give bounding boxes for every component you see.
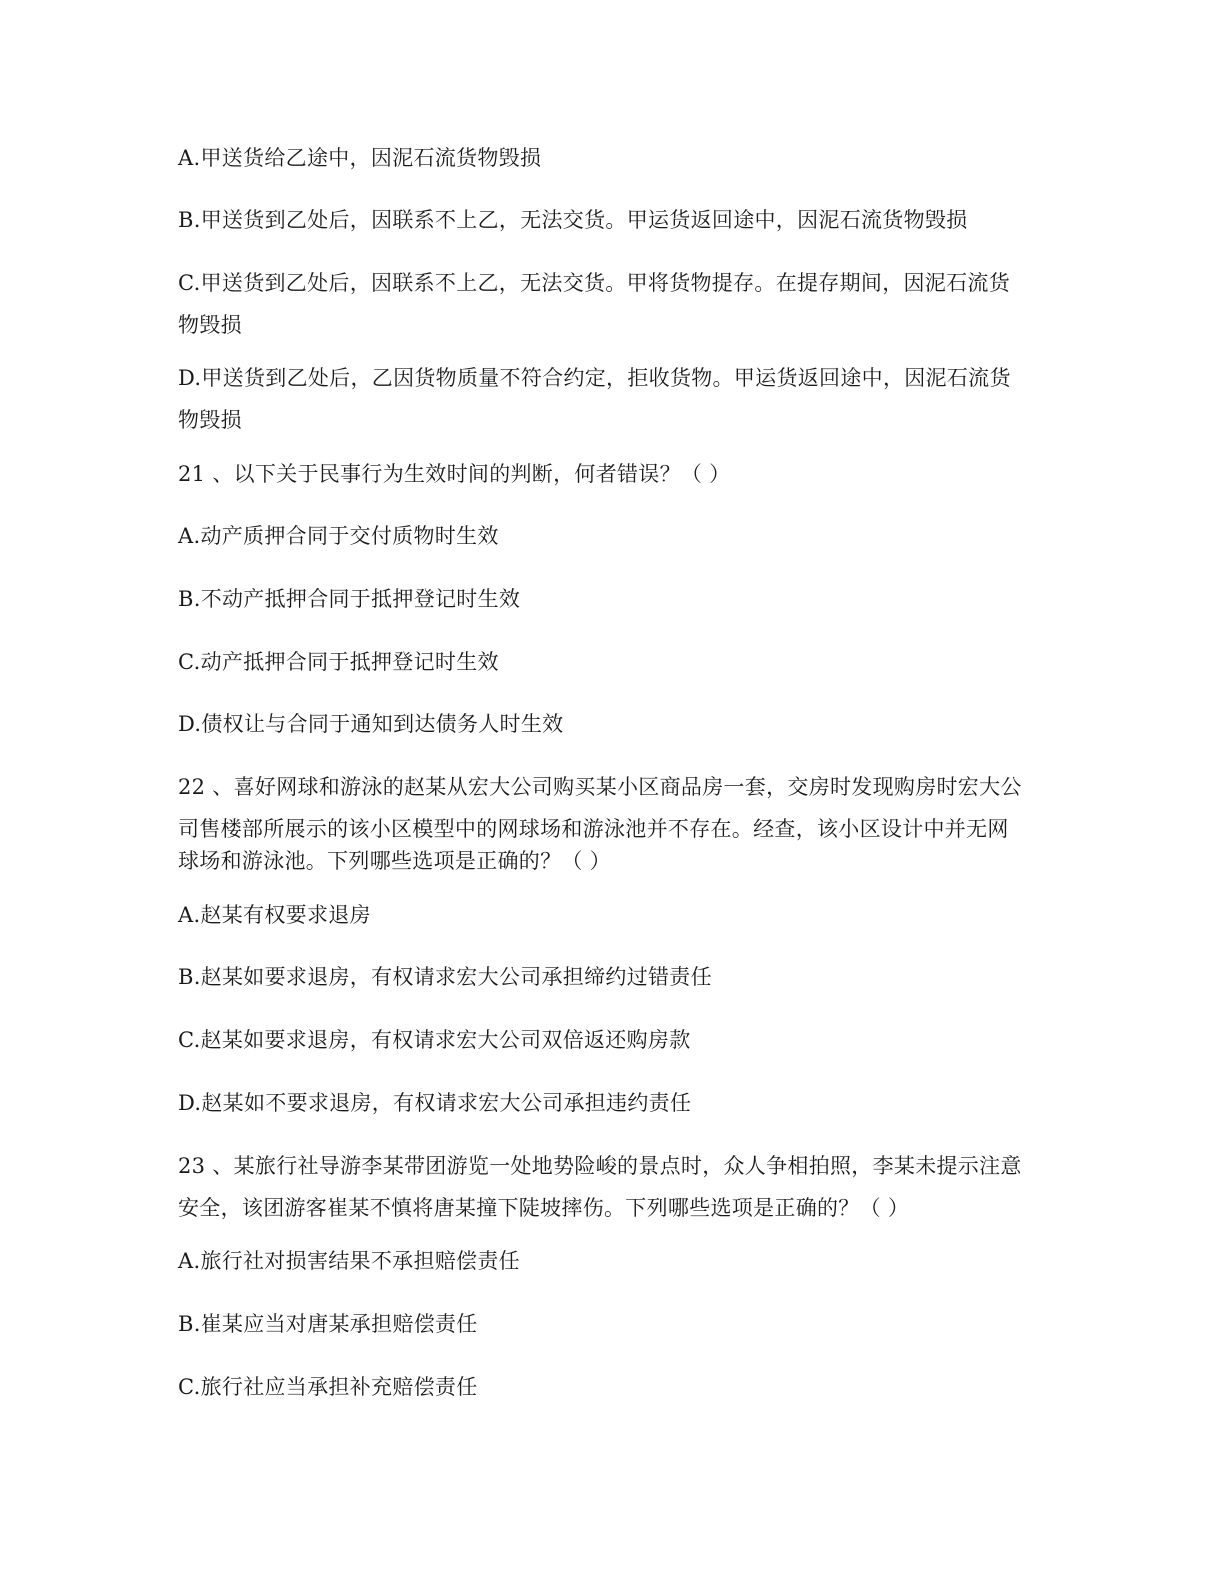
- q23-stem-line1: 23 、某旅行社导游李某带团游览一处地势险峻的景点时，众人争相拍照，李某未提示注意: [178, 1154, 1022, 1178]
- q21-option-d: D.债权让与合同于通知到达债务人时生效: [178, 712, 564, 736]
- q20-option-d-line2: 物毁损: [178, 408, 242, 432]
- q20-option-c-line2: 物毁损: [178, 313, 242, 337]
- q23-option-c: C.旅行社应当承担补充赔偿责任: [178, 1375, 478, 1399]
- q22-option-c: C.赵某如要求退房，有权请求宏大公司双倍返还购房款: [178, 1028, 691, 1052]
- q22-stem-line2: 司售楼部所展示的该小区模型中的网球场和游泳池并不存在。经查，该小区设计中并无网: [178, 817, 1009, 841]
- q21-stem: 21 、以下关于民事行为生效时间的判断，何者错误？（ ）: [178, 462, 731, 486]
- q23-option-b: B.崔某应当对唐某承担赔偿责任: [178, 1312, 478, 1336]
- q21-option-a: A.动产质押合同于交付质物时生效: [178, 524, 499, 548]
- q22-stem-line3: 球场和游泳池。下列哪些选项是正确的？（ ）: [178, 849, 611, 873]
- q20-option-c-line1: C.甲送货到乙处后，因联系不上乙，无法交货。甲将货物提存。在提存期间，因泥石流货: [178, 271, 1010, 295]
- q20-option-b: B.甲送货到乙处后，因联系不上乙，无法交货。甲运货返回途中，因泥石流货物毁损: [178, 208, 968, 232]
- q22-option-a: A.赵某有权要求退房: [178, 903, 371, 927]
- q22-option-b: B.赵某如要求退房，有权请求宏大公司承担缔约过错责任: [178, 965, 712, 989]
- q21-option-c: C.动产抵押合同于抵押登记时生效: [178, 650, 499, 674]
- q22-stem-line1: 22 、喜好网球和游泳的赵某从宏大公司购买某小区商品房一套，交房时发现购房时宏大公: [178, 775, 1022, 799]
- q20-option-a: A.甲送货给乙途中，因泥石流货物毁损: [178, 146, 542, 170]
- q21-option-b: B.不动产抵押合同于抵押登记时生效: [178, 587, 521, 611]
- q23-stem-line2: 安全，该团游客崔某不慎将唐某撞下陡坡摔伤。下列哪些选项是正确的？（ ）: [178, 1196, 910, 1220]
- q22-option-d: D.赵某如不要求退房，有权请求宏大公司承担违约责任: [178, 1091, 692, 1115]
- q20-option-d-line1: D.甲送货到乙处后，乙因货物质量不符合约定，拒收货物。甲运货返回途中，因泥石流货: [178, 366, 1011, 390]
- q23-option-a: A.旅行社对损害结果不承担赔偿责任: [178, 1249, 520, 1273]
